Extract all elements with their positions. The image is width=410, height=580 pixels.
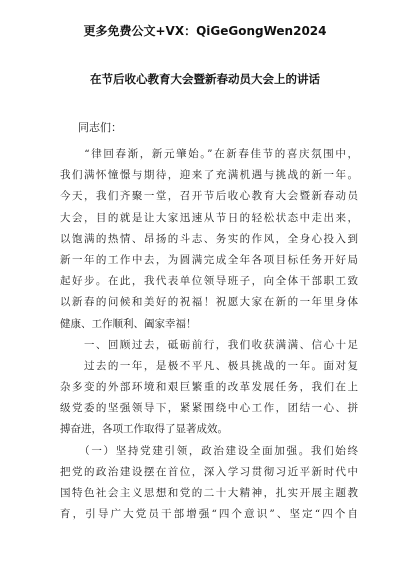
body-line: 杂多变的外部环境和艰巨繁重的改革发展任务，我们在上	[60, 381, 358, 394]
promo-banner: 更多免费公文+VX：QiGeGongWen2024	[83, 24, 327, 38]
body-line: 国特色社会主义思想和党的二十大精神，扎实开展主题教	[60, 487, 358, 499]
body-line: 搏奋进，各项工作取得了显著成效。	[60, 423, 228, 436]
body-line: 级党委的坚强领导下，紧紧围绕中心工作，团结一心、拼	[60, 402, 358, 415]
body-line: 以饱满的热情、昂扬的斗志、务实的作风，全身心投入到	[60, 232, 358, 245]
body-line: 起好步。在此，我代表单位领导班子，向全体干部职工致	[60, 275, 358, 288]
body-line: 健康、工作顺利、阖家幸福！	[60, 317, 197, 330]
body-line: 以新春的问候和美好的祝福！祝愿大家在新的一年里身体	[60, 296, 358, 309]
speech-title: 在节后收心教育大会暨新春动员大会上的讲话	[90, 72, 320, 86]
body-line: 我们满怀憧憬与期待，迎来了充满机遇与挑战的新一年。	[60, 169, 358, 182]
body-line: 过去的一年，是极不平凡、极具挑战的一年。面对复	[60, 359, 358, 372]
body-line: 育，引导广大党员干部增强“四个意识”、坚定“四个自	[60, 508, 358, 521]
subsection-heading: （一）坚持党建引领，政治建设全面加强。我们始终	[60, 444, 358, 457]
section-heading: 一、回顾过去，砥砺前行，我们收获满满、信心十足	[60, 338, 358, 351]
body-line: 新一年的工作中去，为圆满完成全年各项目标任务开好局	[60, 253, 358, 266]
salutation: 同志们：	[78, 121, 122, 134]
body-line: 今天，我们齐聚一堂，召开节后收心教育大会暨新春动员	[60, 190, 358, 203]
speech-body	[60, 120, 358, 525]
body-line: 把党的政治建设摆在首位，深入学习贯彻习近平新时代中	[60, 465, 358, 478]
body-line: 大会，目的就是让大家迅速从节日的轻松状态中走出来，	[60, 211, 358, 224]
body-line: “律回春渐，新元肇始。”在新春佳节的喜庆氛围中，	[60, 148, 358, 160]
